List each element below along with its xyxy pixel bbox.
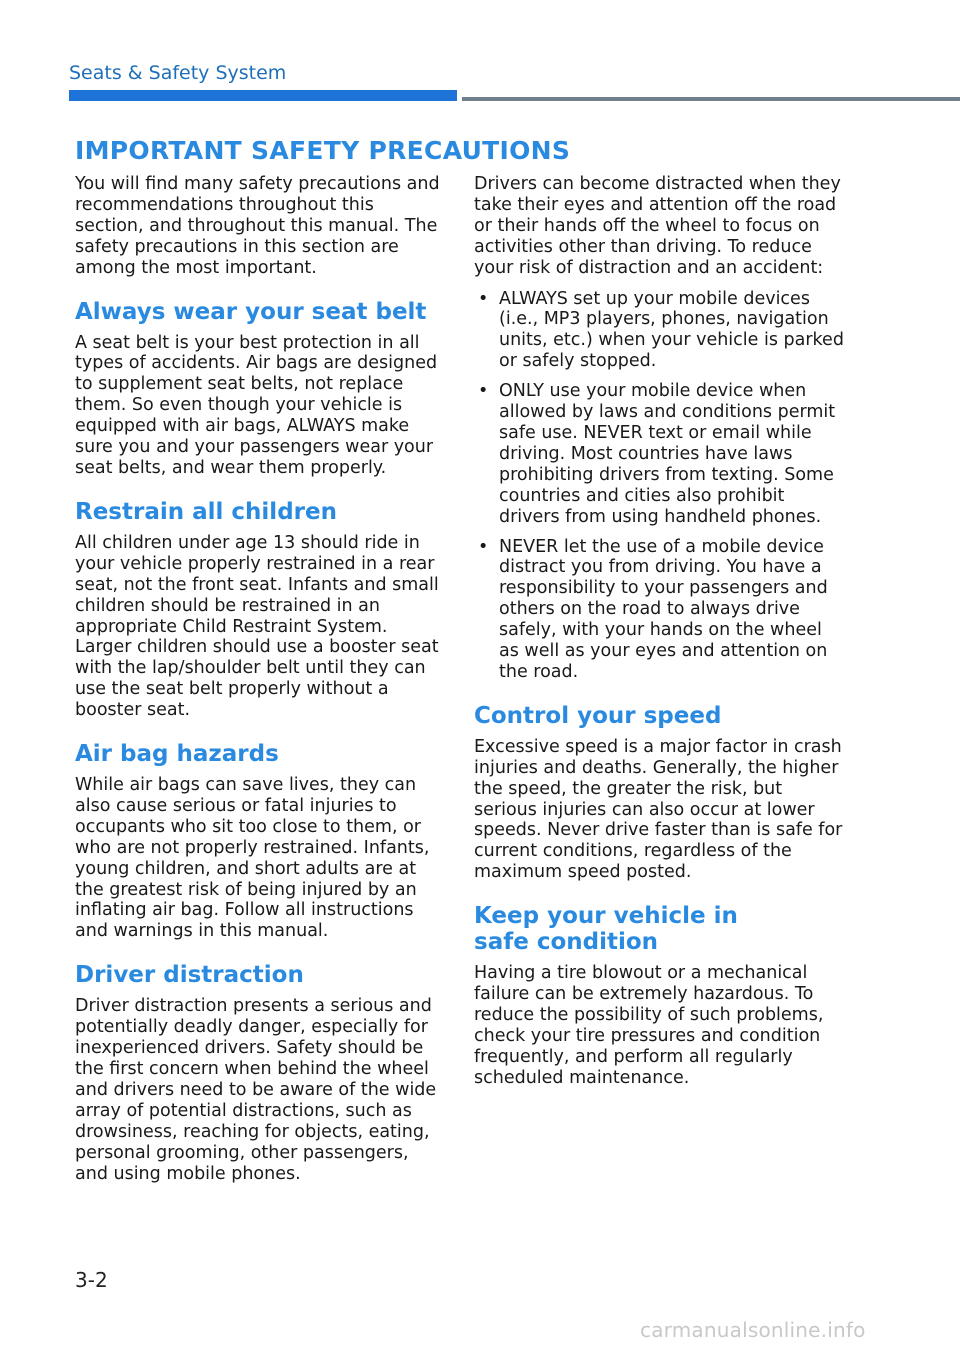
distraction-bullet-list [474, 289, 846, 683]
heading-speed: Control your speed [474, 702, 722, 729]
heading-distraction: Driver distraction [75, 962, 304, 989]
condition-paragraph: Having a tire blowout or a mechanical failure can be extremely hazardous. To reduce the possibility of such problems, check your tire pressures and condition frequently, and perform all regularly scheduled maintenance. [474, 963, 824, 1088]
header-rule-gray [462, 97, 960, 101]
watermark: carmanualsonline.info [640, 1318, 866, 1342]
speed-paragraph: Excessive speed is a major factor in crash injuries and deaths. Generally, the higher the speed, the greater the risk, but serious injuries can also occur at lower speeds. Never drive faster than is safe for current conditions, regardless of the maximum speed posted. [474, 736, 843, 883]
bullet-icon: • [478, 536, 489, 557]
intro-paragraph: You will find many safety precautions and recommendations throughout this section, and throughout this manual. The safety precautions in this section are among the most important. [75, 174, 440, 278]
distraction-continued-paragraph: Drivers can become distracted when they take their eyes and attention off the road or their hands off the wheel to focus on activities other than driving. To reduce your risk of distraction and an accident: [474, 174, 841, 278]
heading-seat-belt: Always wear your seat belt [75, 298, 427, 325]
page-number: 3-2 [75, 1268, 108, 1292]
header-rule-accent [69, 90, 457, 101]
bullet-icon: • [478, 381, 489, 402]
children-paragraph: All children under age 13 should ride in your vehicle properly restrained in a rear seat, not the front seat. Infants and small children should be restrained in an appropriate Child Restraint System. Larger children should use a booster seat with the lap/shoulder belt until they can use the seat belt properly without a booster seat. [75, 532, 439, 721]
bullet-icon: • [478, 288, 489, 309]
heading-children: Restrain all children [75, 498, 337, 525]
distraction-paragraph: Driver distraction presents a serious and potentially deadly danger, especially for inexperienced drivers. Safety should be the first concern when behind the wheel and drivers need to be aware of the wide array of potential distractions, such as drowsiness, reaching for objects, eating, personal grooming, other passengers, and using mobile phones. [75, 996, 437, 1184]
page-title: IMPORTANT SAFETY PRECAUTIONS [75, 136, 571, 165]
list-item: • ALWAYS set up your mobile devices (i.e., MP3 players, phones, navigation units, etc.) when your vehicle is parked or safely stopped. [478, 288, 844, 372]
list-item: • ONLY use your mobile device when allowed by laws and conditions permit safe use. NEVER text or email while driving. Most countries have laws prohibiting drivers from texting. Some countries and cities also prohibit drivers from using handheld phones. [478, 381, 836, 527]
heading-airbag: Air bag hazards [75, 741, 279, 768]
list-item: • NEVER let the use of a mobile device distract you from driving. You have a responsibility to your passengers and others on the road to always drive safely, with your hands on the wheel as well as your eyes and attention on the road. [478, 536, 828, 682]
section-title: Seats & Safety System [69, 62, 287, 84]
seat-belt-paragraph: A seat belt is your best protection in all types of accidents. Air bags are designed to supplement seat belts, not replace them. So even though your vehicle is equipped with air bags, ALWAYS make sure you and your passengers wear your seat belts, and wear them properly. [75, 332, 438, 478]
heading-condition: Keep your vehicle in safe condition [474, 903, 738, 956]
airbag-paragraph: While air bags can save lives, they can also cause serious or fatal injuries to occupants who sit too close to them, or who are not properly restrained. Infants, young children, and short adults are at the greatest risk of being injured by an inflating air bag. Follow all instructions and warnings in this manual. [75, 775, 430, 942]
left-column [75, 174, 445, 1184]
right-column [474, 174, 846, 1089]
